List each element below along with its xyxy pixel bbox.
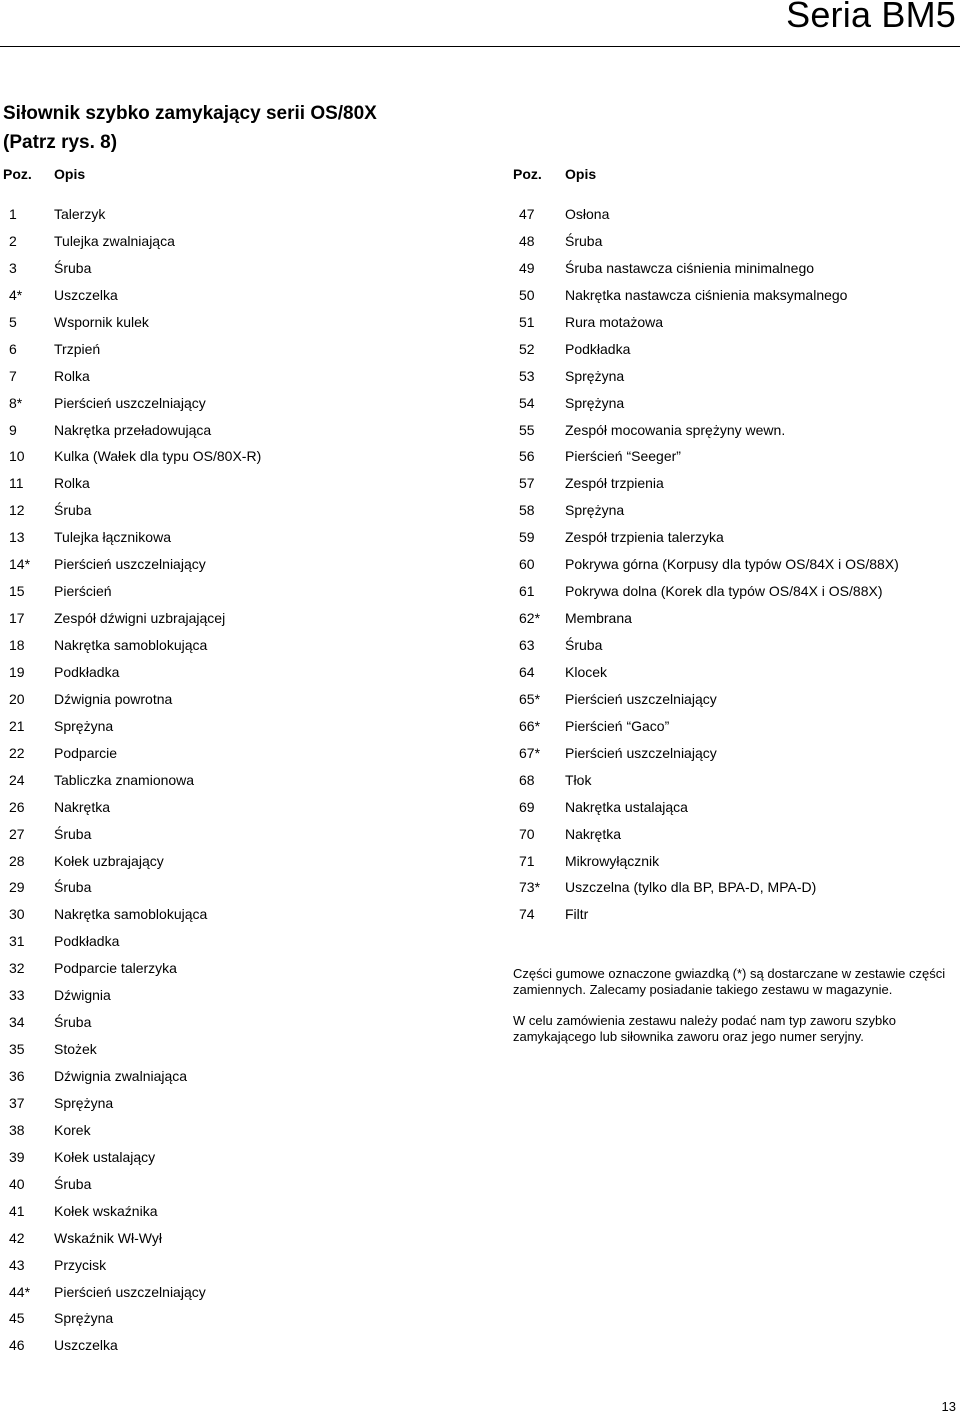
part-description: Pierścień uszczelniający	[54, 1283, 206, 1300]
part-position: 37	[9, 1094, 25, 1111]
parts-row	[9, 740, 449, 767]
part-description: Pierścień “Seeger”	[565, 448, 681, 465]
part-position: 30	[9, 906, 25, 923]
parts-row	[519, 605, 959, 632]
parts-row	[9, 282, 449, 309]
parts-row	[519, 848, 959, 875]
part-position: 73*	[519, 879, 541, 896]
part-description: Dźwignia zwalniająca	[54, 1068, 188, 1084]
part-position: 62*	[519, 610, 541, 627]
note-spare-parts: Części gumowe oznaczone gwiazdką (*) są dostarczane w zestawie części zamiennych. Zalecamy posiadanie takiego zestawu w magazynie.	[513, 966, 946, 997]
part-description: Membrana	[565, 610, 632, 627]
part-description: Wskaźnik Wł-Wył	[54, 1229, 162, 1246]
part-position: 42	[9, 1229, 25, 1246]
part-position: 39	[9, 1148, 25, 1165]
parts-row	[9, 632, 449, 659]
parts-row	[519, 874, 959, 901]
part-description: Nakrętka nastawcza ciśnienia maksymalnego	[565, 286, 848, 303]
section-title-line1: Siłownik szybko zamykający serii OS/80X	[3, 103, 377, 124]
part-position: 47	[519, 206, 535, 222]
parts-row	[9, 1225, 449, 1252]
parts-row	[9, 928, 449, 955]
column-header-desc: Opis	[565, 166, 597, 182]
part-description: Przycisk	[54, 1256, 107, 1273]
part-description: Śruba	[54, 259, 92, 276]
part-description: Podparcie talerzyka	[54, 960, 177, 977]
part-description: Podkładka	[565, 340, 631, 357]
part-description: Pierścień uszczelniający	[54, 394, 206, 411]
part-position: 50	[519, 286, 535, 303]
parts-row	[9, 1144, 449, 1171]
part-position: 71	[519, 852, 535, 869]
part-position: 20	[9, 690, 25, 707]
part-position: 12	[9, 502, 25, 519]
parts-row	[519, 497, 959, 524]
parts-row	[9, 1305, 449, 1332]
part-description: Pierścień	[54, 583, 112, 600]
parts-row	[519, 282, 959, 309]
part-description: Filtr	[565, 906, 589, 923]
part-position: 52	[519, 340, 535, 357]
part-description: Pierścień uszczelniający	[54, 556, 206, 573]
part-description: Sprężyna	[54, 1094, 114, 1111]
parts-row	[9, 551, 449, 578]
part-position: 15	[9, 583, 25, 600]
part-description: Śruba	[565, 637, 603, 653]
part-description: Zespół trzpienia	[565, 475, 664, 492]
part-position: 5	[9, 313, 17, 330]
part-position: 7	[9, 367, 17, 384]
parts-row	[9, 470, 449, 497]
parts-row	[9, 1063, 449, 1090]
part-description: Sprężyna	[565, 367, 625, 384]
parts-row	[9, 794, 449, 821]
parts-row	[9, 686, 449, 713]
part-position: 65*	[519, 690, 541, 707]
part-position: 67*	[519, 744, 541, 761]
part-description: Zespół mocowania sprężyny wewn.	[565, 421, 786, 438]
parts-row	[519, 659, 959, 686]
parts-row	[519, 713, 959, 740]
parts-row	[9, 336, 449, 363]
part-position: 2	[9, 232, 17, 249]
parts-row	[9, 1332, 449, 1359]
part-position: 64	[519, 663, 535, 680]
part-position: 6	[9, 340, 17, 357]
parts-row	[9, 821, 449, 848]
part-description: Kołek ustalający	[54, 1148, 156, 1165]
parts-row	[519, 578, 959, 605]
part-description: Talerzyk	[54, 206, 106, 222]
part-position: 32	[9, 960, 25, 977]
part-position: 35	[9, 1041, 25, 1058]
part-position: 3	[9, 259, 17, 276]
part-position: 58	[519, 502, 535, 519]
part-description: Dźwignia powrotna	[54, 690, 173, 707]
parts-row	[519, 309, 959, 336]
part-description: Sprężyna	[54, 1310, 114, 1327]
parts-row	[9, 309, 449, 336]
parts-row	[9, 901, 449, 928]
part-description: Tulejka łącznikowa	[54, 529, 171, 546]
part-description: Nakrętka samoblokująca	[54, 906, 208, 923]
part-description: Uszczelna (tylko dla BP, BPA-D, MPA-D)	[565, 879, 817, 896]
part-description: Nakrętka	[54, 798, 111, 815]
part-position: 4*	[9, 286, 23, 303]
part-position: 26	[9, 798, 25, 815]
part-description: Kołek wskaźnika	[54, 1202, 158, 1219]
part-position: 17	[9, 610, 25, 627]
parts-row	[519, 821, 959, 848]
part-position: 19	[9, 663, 25, 680]
parts-row	[9, 1009, 449, 1036]
part-description: Podkładka	[54, 933, 120, 950]
parts-row	[9, 659, 449, 686]
parts-row	[9, 1090, 449, 1117]
part-position: 54	[519, 394, 535, 411]
part-description: Nakrętka przeładowująca	[54, 421, 212, 438]
part-description: Pokrywa dolna (Korek dla typów OS/84X i OS/88X)	[565, 583, 883, 600]
parts-row	[519, 255, 959, 282]
part-position: 61	[519, 583, 535, 600]
parts-row	[9, 1252, 449, 1279]
part-position: 63	[519, 637, 535, 653]
part-description: Śruba	[54, 879, 92, 896]
part-description: Nakrętka	[565, 825, 622, 842]
parts-row	[519, 443, 959, 470]
parts-row	[519, 794, 959, 821]
part-description: Nakrętka ustalająca	[565, 798, 688, 815]
column-header-pos: Poz.	[513, 166, 542, 182]
parts-row	[519, 336, 959, 363]
part-position: 31	[9, 933, 25, 950]
part-position: 68	[519, 771, 535, 788]
parts-row	[9, 363, 449, 390]
part-position: 43	[9, 1256, 25, 1273]
part-position: 11	[9, 475, 24, 492]
part-position: 29	[9, 879, 25, 896]
part-position: 51	[519, 313, 535, 330]
part-description: Śruba	[565, 232, 603, 249]
part-position: 13	[9, 529, 25, 546]
parts-row	[9, 497, 449, 524]
part-position: 24	[9, 771, 25, 788]
part-position: 49	[519, 259, 535, 276]
parts-row	[9, 417, 449, 444]
parts-row	[9, 1279, 449, 1306]
part-position: 22	[9, 744, 25, 761]
part-position: 48	[519, 232, 535, 249]
part-description: Sprężyna	[54, 717, 114, 734]
part-position: 28	[9, 852, 25, 869]
parts-row	[9, 390, 449, 417]
part-description: Rolka	[54, 475, 90, 492]
parts-row	[9, 578, 449, 605]
part-description: Rura motażowa	[565, 313, 664, 330]
part-position: 56	[519, 448, 535, 465]
part-description: Pierścień uszczelniający	[565, 744, 717, 761]
part-position: 14*	[9, 556, 31, 573]
part-position: 8*	[9, 394, 23, 411]
part-position: 74	[519, 906, 535, 923]
parts-row	[519, 767, 959, 794]
parts-row	[519, 228, 959, 255]
part-description: Tabliczka znamionowa	[54, 771, 195, 788]
column-header-pos: Poz.	[3, 166, 32, 182]
parts-row	[9, 767, 449, 794]
notes	[513, 966, 958, 1060]
part-description: Zespół trzpienia talerzyka	[565, 529, 724, 546]
part-position: 33	[9, 987, 25, 1004]
part-description: Pierścień uszczelniający	[565, 690, 717, 707]
parts-row	[9, 1036, 449, 1063]
page-number: 13	[941, 1399, 956, 1414]
parts-row	[519, 551, 959, 578]
parts-row	[9, 1198, 449, 1225]
part-description: Klocek	[565, 663, 608, 680]
part-description: Trzpień	[54, 340, 101, 357]
part-position: 40	[9, 1175, 25, 1192]
note-ordering: W celu zamówienia zestawu należy podać nam typ zaworu szybko zamykającego lub siłownika zaworu oraz jego numer seryjny.	[513, 1013, 896, 1044]
part-position: 44*	[9, 1283, 31, 1300]
part-description: Śruba nastawcza ciśnienia minimalnego	[565, 259, 815, 276]
part-description: Nakrętka samoblokująca	[54, 637, 208, 653]
column-header-desc: Opis	[54, 166, 86, 182]
parts-row	[519, 470, 959, 497]
left-parts-list	[9, 201, 449, 1359]
part-position: 66*	[519, 717, 541, 734]
part-description: Rolka	[54, 367, 90, 384]
parts-row	[519, 363, 959, 390]
part-position: 55	[519, 421, 535, 438]
part-description: Sprężyna	[565, 394, 625, 411]
part-description: Korek	[54, 1121, 91, 1138]
parts-row	[519, 740, 959, 767]
part-position: 41	[9, 1202, 25, 1219]
part-description: Stożek	[54, 1041, 97, 1058]
series-title: Seria BM5	[786, 0, 956, 35]
part-description: Pierścień “Gaco”	[565, 717, 670, 734]
parts-row	[9, 605, 449, 632]
part-description: Sprężyna	[565, 502, 625, 519]
section-title-line2: (Patrz rys. 8)	[3, 132, 118, 153]
right-parts-list	[519, 201, 959, 928]
part-description: Dźwignia	[54, 987, 111, 1004]
part-description: Kołek uzbrajający	[54, 852, 164, 869]
parts-row	[9, 201, 449, 228]
parts-row	[519, 524, 959, 551]
parts-row	[519, 901, 959, 928]
part-description: Uszczelka	[54, 1337, 118, 1354]
parts-row	[9, 524, 449, 551]
section-title	[3, 99, 377, 157]
parts-row	[9, 1117, 449, 1144]
part-description: Mikrowyłącznik	[565, 852, 660, 869]
part-position: 34	[9, 1014, 25, 1031]
parts-row	[519, 390, 959, 417]
part-position: 1	[9, 206, 17, 222]
parts-row	[519, 686, 959, 713]
part-position: 60	[519, 556, 535, 573]
part-description: Podparcie	[54, 744, 118, 761]
part-description: Tulejka zwalniająca	[54, 232, 175, 249]
parts-row	[519, 632, 959, 659]
parts-row	[9, 713, 449, 740]
part-position: 38	[9, 1121, 25, 1138]
parts-row	[519, 201, 959, 228]
part-description: Wspornik kulek	[54, 313, 149, 330]
part-description: Podkładka	[54, 663, 120, 680]
part-position: 46	[9, 1337, 25, 1354]
parts-row	[519, 417, 959, 444]
parts-row	[9, 982, 449, 1009]
part-position: 45	[9, 1310, 25, 1327]
parts-row	[9, 1171, 449, 1198]
part-description: Zespół dźwigni uzbrajającej	[54, 610, 226, 627]
part-position: 21	[9, 717, 25, 734]
part-description: Śruba	[54, 502, 92, 519]
part-description: Tłok	[565, 771, 592, 788]
part-position: 69	[519, 798, 535, 815]
part-position: 10	[9, 448, 25, 465]
parts-row	[9, 848, 449, 875]
parts-row	[9, 228, 449, 255]
parts-row	[9, 443, 449, 470]
part-position: 57	[519, 475, 535, 492]
part-position: 27	[9, 825, 25, 842]
part-description: Kulka (Wałek dla typu OS/80X-R)	[54, 448, 262, 465]
part-description: Śruba	[54, 1014, 92, 1031]
parts-row	[9, 255, 449, 282]
part-description: Śruba	[54, 825, 92, 842]
part-position: 53	[519, 367, 535, 384]
part-description: Pokrywa górna (Korpusy dla typów OS/84X i OS/88X)	[565, 556, 899, 573]
part-position: 59	[519, 529, 535, 546]
part-position: 70	[519, 825, 535, 842]
part-position: 36	[9, 1068, 25, 1084]
part-description: Uszczelka	[54, 286, 118, 303]
header-divider	[0, 46, 960, 47]
part-position: 9	[9, 421, 17, 438]
part-description: Śruba	[54, 1175, 92, 1192]
part-position: 18	[9, 637, 25, 653]
parts-row	[9, 874, 449, 901]
part-description: Osłona	[565, 206, 610, 222]
parts-row	[9, 955, 449, 982]
